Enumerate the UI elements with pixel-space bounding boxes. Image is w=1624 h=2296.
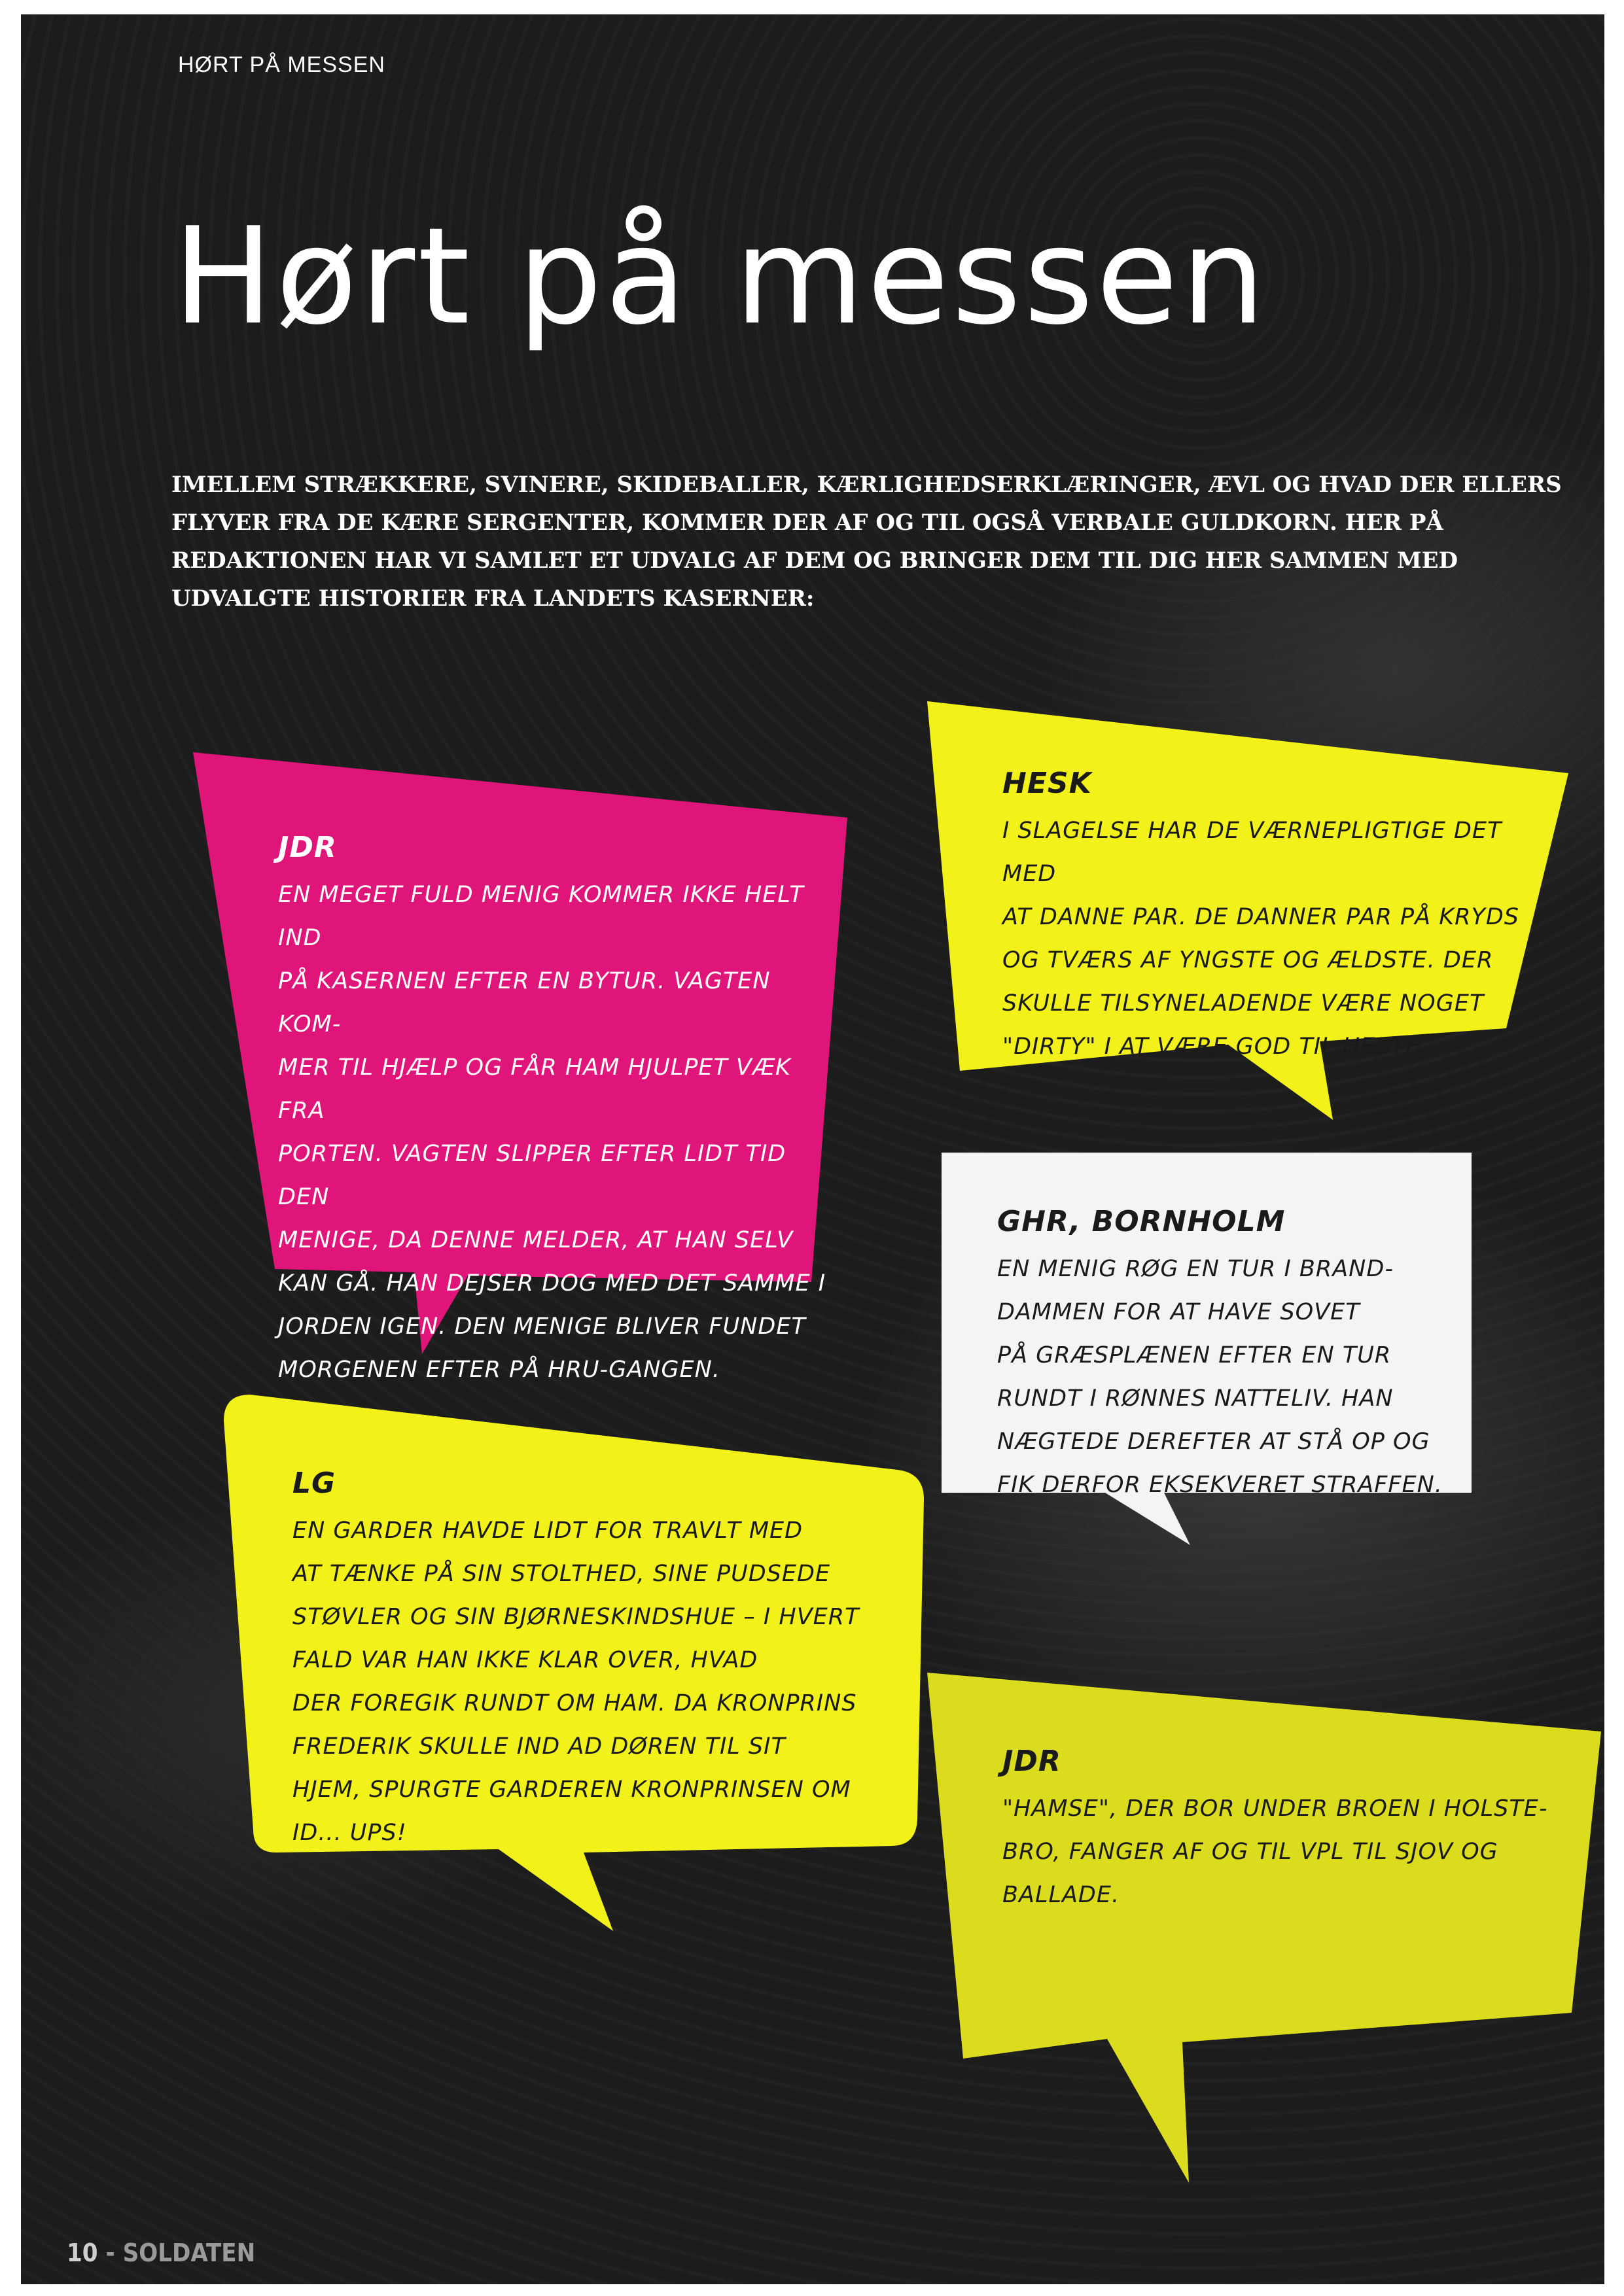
bubble-body: I SLAGELSE HAR DE VÆRNEPLIGTIGE DET MED AT DANNE PAR. DE DANNER PAR PÅ KRYDS OG TVÆRS AF YNGSTE OG ÆLDSTE. DER SKULLE TILSYNELADENDE VÆRE NOGET "DIRTY" I AT VÆRE GOD TIL HESTE. — [1002, 818, 1520, 1060]
bubble-heading: JDR — [278, 831, 337, 864]
speech-bubble-ghr-bornholm — [942, 1153, 1472, 1545]
page-title: Hørt på messen — [173, 200, 1268, 355]
bubble-body: "HAMSE", DER BOR UNDER BROEN I HOLSTE- BRO, FANGER AF OG TIL VPL TIL SJOV OG BALLADE. — [1002, 1796, 1548, 1908]
speech-bubble-lg — [224, 1395, 930, 1931]
page-number: 10 — [67, 2238, 98, 2267]
bubble-heading: HESK — [1002, 767, 1092, 800]
speech-bubble-hesk — [927, 701, 1568, 1120]
speech-bubble-text — [292, 1467, 908, 1854]
bubble-heading: LG — [292, 1467, 336, 1500]
footer-separator: - — [97, 2238, 123, 2267]
publication-name: SOLDATEN — [122, 2238, 256, 2267]
bubble-heading: GHR, BORNHOLM — [997, 1205, 1286, 1238]
section-kicker: HØRT PÅ MESSEN — [178, 52, 385, 77]
magazine-page — [21, 14, 1604, 2284]
speech-bubble-text — [278, 831, 841, 1391]
bubble-body: EN GARDER HAVDE LIDT FOR TRAVLT MED AT TÆNKE PÅ SIN STOLTHED, SINE PUDSEDE STØVLER OG SIN BJØRNESKINDSHUE – I HVERT FALD VAR HAN IKKE KLAR OVER, HVAD DER FOREGIK RUNDT OM HAM. DA KRONPRINS FREDERIK SKULLE IND AD DØREN TIL SIT HJEM, SPURGTE GARDEREN KRONPRINSEN OM ID... UPS! — [292, 1518, 860, 1846]
speech-bubble-text — [1002, 1745, 1565, 1917]
bubble-heading: JDR — [1002, 1745, 1061, 1778]
speech-bubble-text — [1002, 767, 1539, 1068]
bubble-body: EN MEGET FULD MENIG KOMMER IKKE HELT IND PÅ KASERNEN EFTER EN BYTUR. VAGTEN KOM- MER TIL HJÆLP OG FÅR HAM HJULPET VÆK FRA PORTEN. VAGTEN SLIPPER EFTER LIDT TID DEN MENIGE, DA DENNE MELDER, AT HAN SELV KAN GÅ. HAN DEJSER DOG MED DET SAMME I JORDEN IGEN. DEN MENIGE BLIVER FUNDET MORGENEN EFTER PÅ HRU-GANGEN. — [278, 882, 826, 1383]
speech-bubble-jdr-1 — [193, 752, 860, 1383]
bubble-body: EN MENIG RØG EN TUR I BRAND- DAMMEN FOR AT HAVE SOVET PÅ GRÆSPLÆNEN EFTER EN TUR RUNDT I RØNNES NATTELIV. HAN NÆGTEDE DEREFTER AT STÅ OP OG FIK DERFOR EKSEKVERET STRAFFEN. — [997, 1256, 1443, 1498]
intro-paragraph: IMELLEM STRÆKKERE, SVINERE, SKIDEBALLER, KÆRLIGHEDSERKLÆRINGER, ÆVL OG HVAD DER ELLERS FLYVER FRA DE KÆRE SERGENTER, KOMMER DER AF OG TIL OGSÅ VERBALE GULDKORN. HER PÅ REDAKTIONEN HAR VI SAMLET ET UDVALG AF DEM OG BRINGER DEM TIL DIG HER SAMMEN MED UDVALGTE HISTORIER FRA LANDETS KASERNER: — [171, 472, 1562, 612]
speech-bubble-text — [997, 1205, 1455, 1506]
speech-bubble-jdr-2 — [927, 1673, 1601, 2183]
page-footer — [67, 2238, 255, 2267]
